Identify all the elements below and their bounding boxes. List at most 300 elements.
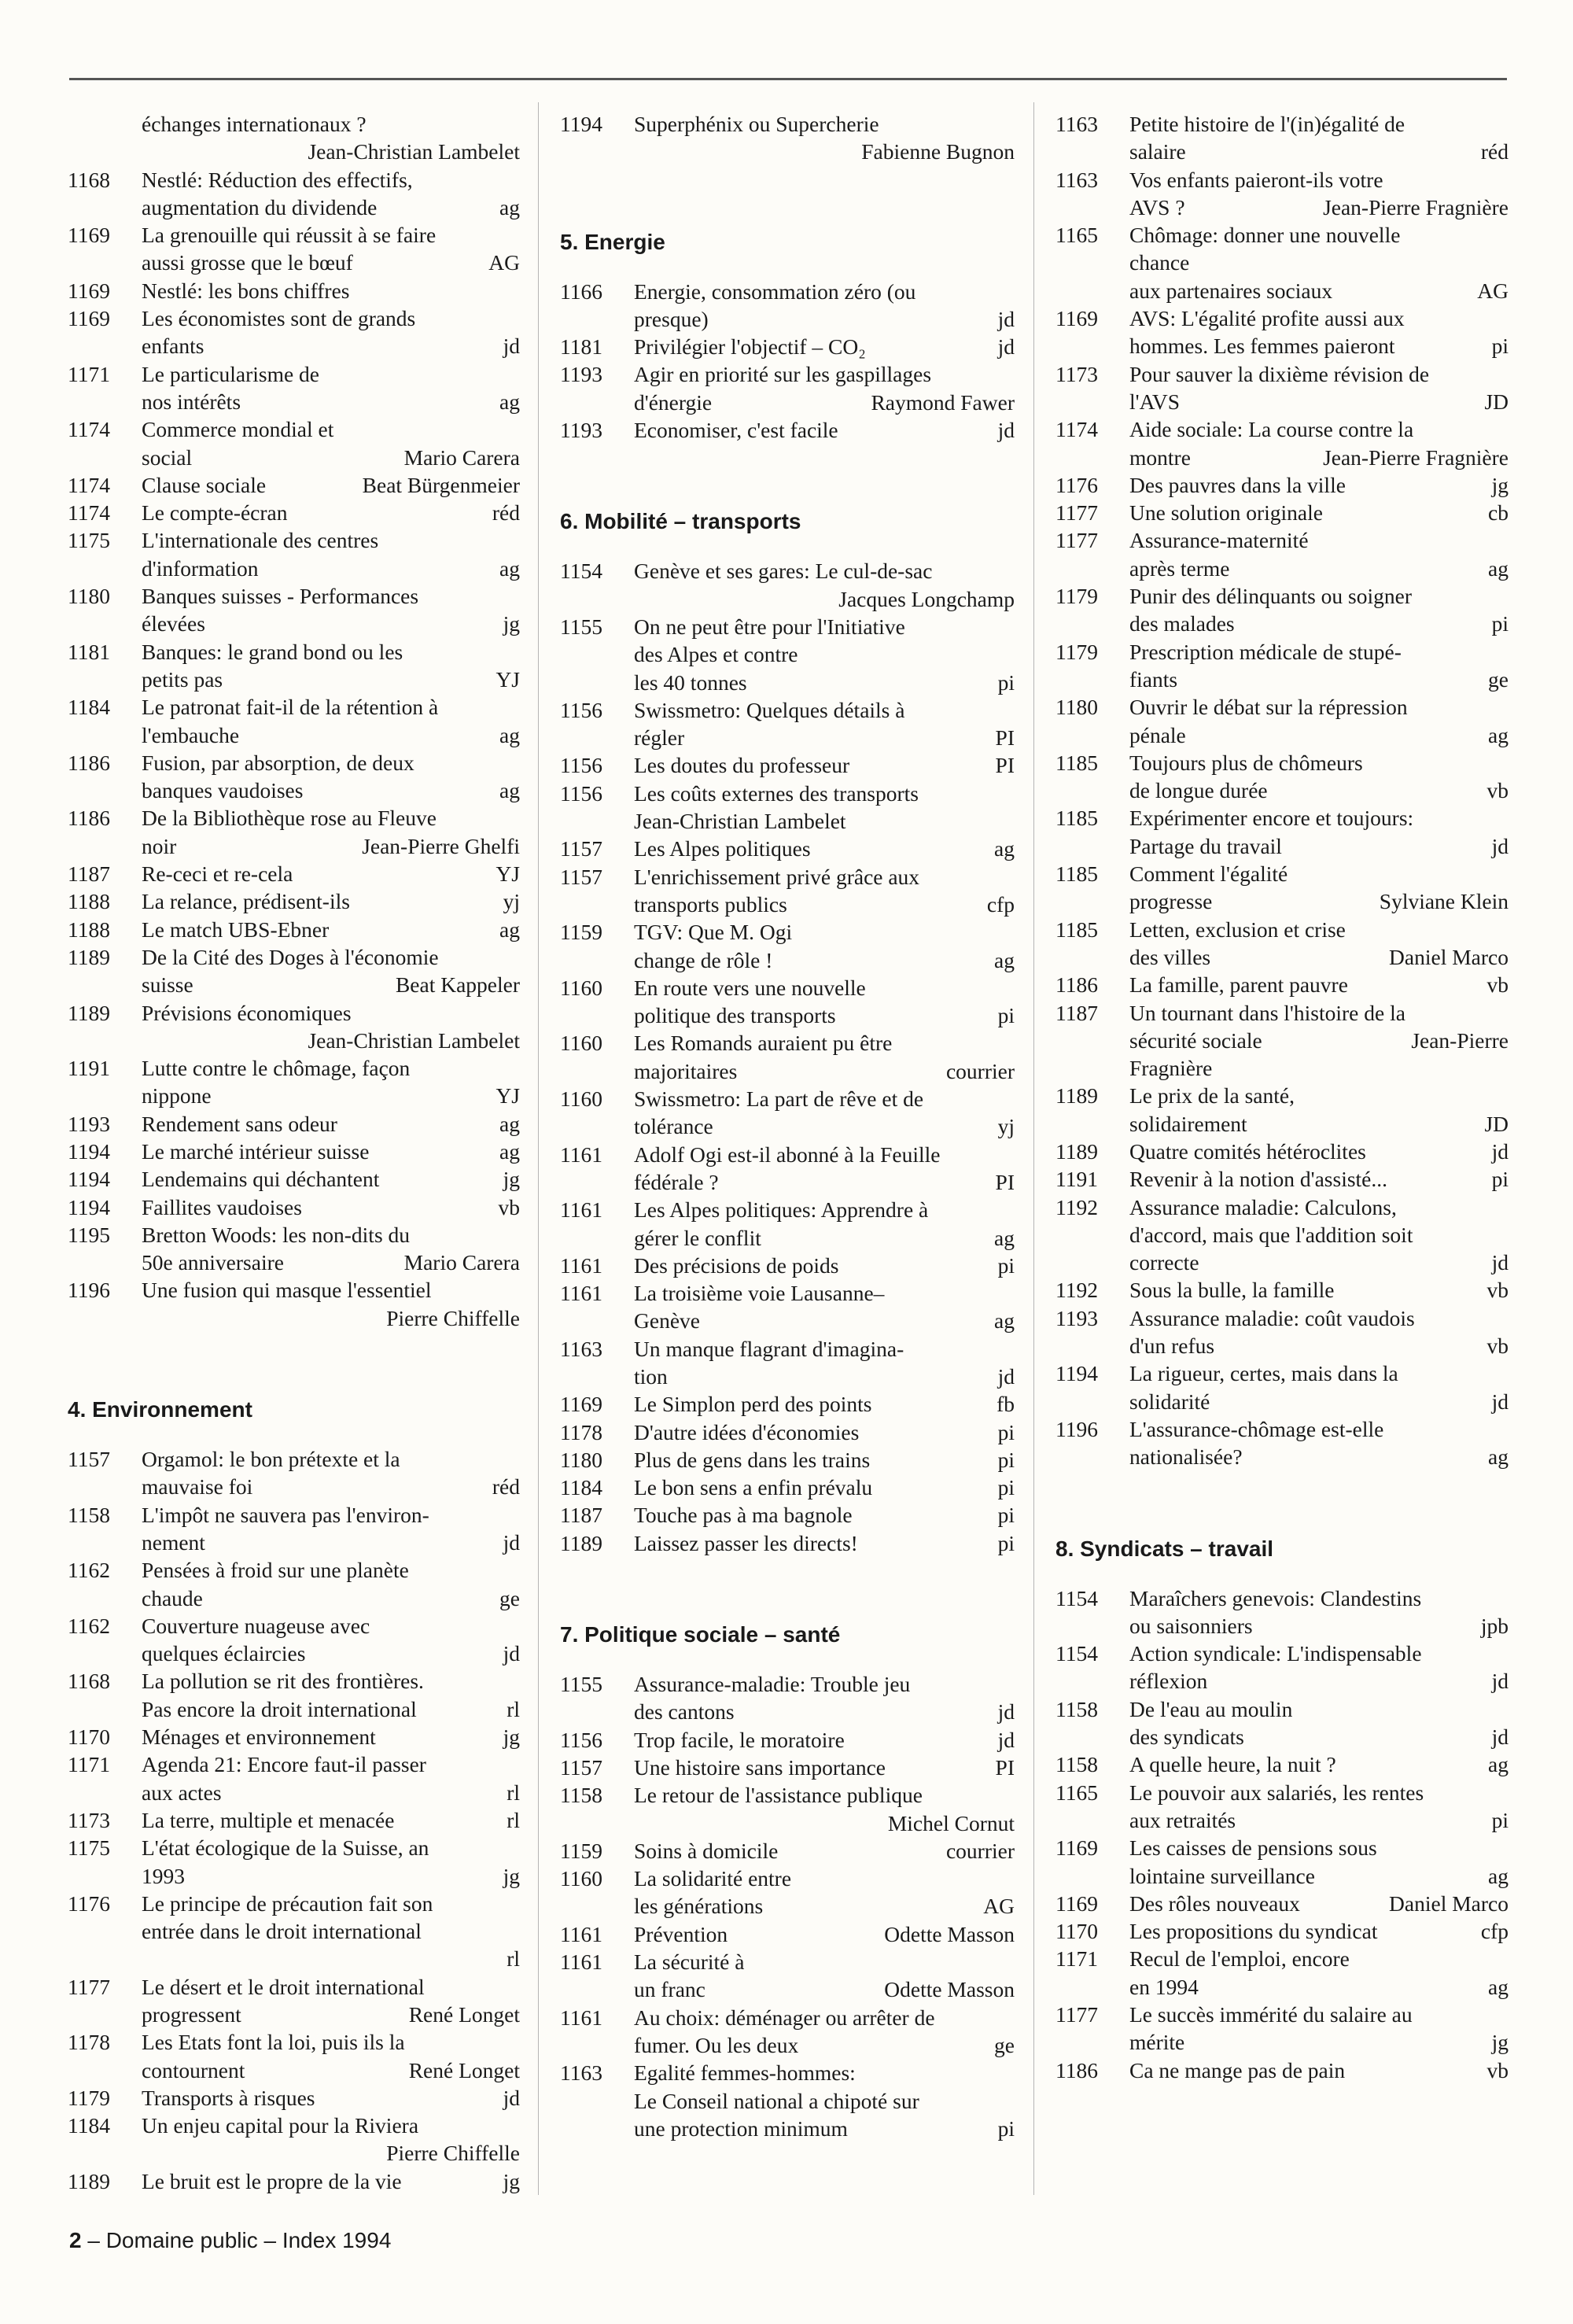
index-entry [1055,1193,1509,1277]
index-entry [68,304,520,360]
entry-body [634,1418,1015,1446]
entry-line [634,1501,1015,1529]
entry-line [142,1612,520,1640]
entry-line [1129,860,1509,887]
entry-title: majoritaires [634,1058,738,1083]
entry-author: jd [503,1529,520,1555]
entry-line [1129,138,1509,165]
index-entry [560,974,1015,1030]
entry-title: Chômage: donner une nouvelle [1129,223,1401,248]
entry-body [142,166,520,222]
entry-body [142,999,520,1055]
entry-line [142,638,520,666]
entry-title: Revenir à la notion d'assisté... [1129,1167,1388,1192]
entry-body [1129,1165,1509,1193]
issue-number: 1163 [560,2060,602,2086]
entry-body [1129,1359,1509,1415]
entry-title: Quatre comités hétéroclites [1129,1138,1366,1164]
entry-author: jd [1491,1389,1509,1414]
issue-number: 1174 [68,472,110,497]
entry-line [142,249,520,276]
issue-number: 1160 [560,1866,602,1891]
entry-body [634,613,1015,696]
entry-author: réd [492,500,520,526]
issue-number: 1188 [68,917,110,942]
entry-title: Faillites vaudoises [142,1194,302,1219]
entry-line [1129,1110,1509,1138]
entry-author: Raymond Fawer [871,389,1015,415]
entry-body [142,1165,520,1193]
index-entry [1055,1359,1509,1415]
entry-line [634,1529,1015,1557]
entry-body [142,1556,520,1612]
entry-line [142,1304,520,1332]
entry-line [1129,943,1509,971]
entry-line [142,194,520,221]
issue-number: 1187 [560,1503,602,1528]
entry-line [1129,610,1509,637]
issue-number: 1193 [1055,1305,1098,1330]
index-entry [1055,638,1509,694]
entry-body [634,557,1015,613]
index-entry [68,638,520,694]
entry-author: vb [1486,972,1509,998]
entry-body [142,1110,520,1138]
entry-body [142,471,520,499]
index-entry [560,918,1015,974]
entry-line [142,749,520,777]
entry-author: jd [1491,1725,1509,1750]
entry-body [142,1612,520,1668]
entry-body [142,638,520,694]
entry-line [142,1667,520,1695]
entry-title: TGV: Que M. Ogi [634,920,793,945]
entry-title: Couverture nuageuse avec [142,1613,370,1638]
entry-author: JD [1484,389,1509,414]
entry-line [142,1529,520,1556]
entry-line [1129,221,1509,249]
entry-author: JD [1484,1111,1509,1136]
entry-line [142,1890,520,1917]
entry-body [634,835,1015,862]
issue-number: 1174 [1055,417,1098,442]
entry-title: La troisième voie Lausanne– [634,1281,885,1306]
entry-line [142,1054,520,1082]
entry-line [142,721,520,749]
entry-title: La grenouille qui réussit à se faire [142,223,437,248]
entry-author: vb [1486,2057,1509,2082]
issue-number: 1165 [1055,223,1098,248]
index-entry [560,1196,1015,1252]
entry-line [142,1584,520,1612]
entry-line [1129,1806,1509,1834]
entry-author: Jean-Pierre Fragnière [1323,445,1509,470]
entry-line [634,1168,1015,1196]
index-entry [1055,360,1509,416]
issue-number: 1169 [1055,1835,1098,1861]
entry-line [142,360,520,388]
entry-title: Le marché intérieur suisse [142,1138,370,1164]
entry-author: rl [507,1946,520,1972]
entry-line [142,999,520,1027]
index-entry [560,835,1015,862]
entry-author: pi [997,1447,1015,1472]
entry-title: Le succès immérité du salaire au [1129,2002,1413,2027]
entry-line [1129,1165,1509,1193]
entry-title: correcte [1129,1250,1199,1275]
index-entry [560,1920,1015,1948]
entry-author: Michel Cornut [887,1810,1015,1835]
entry-line [634,669,1015,696]
entry-title: réflexion [1129,1669,1208,1694]
entry-title: Lutte contre le chômage, façon [142,1056,411,1081]
entry-line [1129,638,1509,666]
entry-line [142,1723,520,1750]
issue-number: 1185 [1055,750,1098,775]
footer-title: – Domaine public – Index 1994 [81,2228,392,2252]
entry-body [634,1196,1015,1252]
entry-line [1129,887,1509,915]
entry-title: En route vers une nouvelle [634,975,866,1000]
index-entry [1055,1415,1509,1471]
entry-line [1129,526,1509,554]
index-entry [560,333,1015,360]
entry-line [1129,971,1509,998]
index-entry [1055,471,1509,499]
entry-title: Le bruit est le propre de la vie [142,2168,402,2193]
entry-body [1129,1945,1509,2001]
entry-line [634,1754,1015,1781]
index-entry [1055,860,1509,916]
index-entry [68,1806,520,1834]
entry-body [634,751,1015,779]
entry-body [1129,304,1509,360]
entry-body [634,1837,1015,1865]
entry-title: Le compte-écran [142,500,288,526]
entry-body [142,1890,520,1973]
entry-author: fb [996,1392,1015,1417]
entry-line [634,1196,1015,1223]
entry-title: échanges internationaux ? [142,112,367,136]
issue-number: 1169 [68,278,110,303]
entry-line [634,1363,1015,1390]
entry-line [1129,749,1509,777]
entry-body [634,360,1015,416]
entry-body [142,749,520,805]
issue-number: 1186 [1055,2057,1098,2082]
entry-body [1129,499,1509,526]
entry-author: courrier [945,1838,1015,1863]
issue-number: 1191 [68,1056,110,1081]
entry-author: AG [1477,278,1509,303]
entry-title: les générations [634,1894,764,1919]
entry-body [142,1973,520,2029]
entry-author: jd [997,1363,1015,1389]
entry-title: Prévention [634,1921,728,1946]
entry-title: régler [634,725,685,751]
index-entry [68,693,520,749]
entry-title: élevées [142,611,205,636]
entry-author: ag [994,836,1015,861]
issue-number: 1160 [560,1086,602,1112]
entry-title: de longue durée [1129,778,1268,803]
entry-body [1129,638,1509,694]
entry-title: Le match UBS-Ebner [142,917,330,942]
entry-line [634,696,1015,724]
entry-line [1129,1249,1509,1276]
entry-author: ge [499,1585,520,1610]
entry-title: On ne peut être pour l'Initiative [634,614,905,639]
entry-line [634,1920,1015,1948]
index-entry [560,1279,1015,1335]
entry-body [142,887,520,915]
entry-line [1129,1332,1509,1359]
entry-author: ag [1488,1974,1509,1999]
entry-title: Energie, consommation zéro (ou [634,279,916,304]
entry-author: ge [1488,666,1509,692]
entry-title: Laissez passer les directs! [634,1530,858,1555]
issue-number: 1181 [560,334,602,360]
entry-line [1129,360,1509,388]
entry-title: Transports à risques [142,2085,315,2110]
entry-line [634,2031,1015,2059]
entry-title: La sécurité à [634,1950,745,1975]
entry-title: gérer le conflit [634,1225,761,1250]
entry-body [1129,1917,1509,1945]
entry-title: Aide sociale: La course contre la [1129,417,1414,442]
index-entry [560,1141,1015,1197]
index-entry [1055,1750,1509,1778]
entry-title: quelques éclaircies [142,1641,306,1666]
issue-number: 1159 [560,1838,602,1863]
entry-author: Jean-Christian Lambelet [308,139,520,164]
entry-title: Comment l'égalité [1129,861,1288,887]
index-entry [68,1723,520,1750]
entry-line [142,1640,520,1667]
entry-line [142,2112,520,2139]
entry-body [634,1754,1015,1781]
entry-line [634,2059,1015,2086]
entry-title: solidairement [1129,1111,1247,1136]
index-entry [560,1726,1015,1754]
entry-title: Toujours plus de chômeurs [1129,750,1363,775]
issue-number: 1180 [1055,695,1098,720]
entry-author: Mario Carera [403,445,520,470]
entry-author: pi [997,1530,1015,1555]
entry-body [634,1865,1015,1920]
entry-line [634,1224,1015,1252]
entry-body [1129,2001,1509,2057]
entry-title: Un enjeu capital pour la Riviera [142,2113,419,2138]
issue-number: 1175 [68,528,110,553]
entry-author: jd [503,334,520,359]
entry-title: enfants [142,334,204,359]
entry-line [1129,1640,1509,1667]
entry-line [1129,277,1509,304]
entry-line [1129,1276,1509,1304]
index-entry [1055,1834,1509,1890]
entry-author: PI [995,753,1015,778]
entry-body [634,1446,1015,1474]
issue-number: 1195 [68,1222,110,1247]
index-entry [1055,2001,1509,2057]
entry-title: Le particularisme de [142,361,320,386]
index-entry [68,804,520,860]
entry-body [1129,110,1509,166]
entry-author: pi [997,1503,1015,1528]
issue-number: 1171 [1055,1946,1098,1972]
entry-line [634,751,1015,779]
entry-author: jg [503,1167,520,1192]
issue-number: 1163 [1055,167,1098,192]
entry-line [1129,1973,1509,2001]
issue-number: 1176 [1055,472,1098,497]
issue-number: 1161 [560,2005,602,2030]
entry-body [634,1726,1015,1754]
entry-line [142,1138,520,1165]
entry-author: Fabienne Bugnon [861,139,1015,164]
issue-number: 1154 [560,559,602,584]
entry-author: PI [995,1754,1015,1780]
entry-title: Les doutes du professeur [634,753,850,778]
index-entry [68,1501,520,1557]
entry-line [1129,1359,1509,1387]
entry-title: Ménages et environnement [142,1725,376,1750]
entry-body [1129,1415,1509,1471]
issue-number: 1194 [560,112,602,136]
entry-author: PI [995,725,1015,751]
entry-author: Beat Bürgenmeier [362,472,520,497]
entry-author: YJ [495,861,520,887]
entry-author: ag [1488,1444,1509,1470]
entry-title: fumer. Ou les deux [634,2032,799,2057]
entry-title: De la Cité des Doges à l'économie [142,944,439,969]
entry-line [1129,304,1509,332]
index-entry [1055,1640,1509,1695]
entry-body [634,918,1015,974]
entry-line [634,333,1015,360]
entry-title: montre [1129,445,1191,470]
entry-title: ou saisonniers [1129,1613,1253,1638]
entry-line [1129,1304,1509,1332]
entry-body [1129,916,1509,972]
entry-title: Un tournant dans l'histoire de la [1129,1000,1405,1025]
entry-body [142,1750,520,1806]
entry-author: ag [499,778,520,803]
index-entry [68,1612,520,1668]
issue-number: 1170 [1055,1919,1098,1944]
entry-title: Une histoire sans importance [634,1754,886,1780]
entry-author: jg [503,1863,520,1888]
entry-author: jd [997,418,1015,443]
issue-number: 1161 [560,1950,602,1975]
entry-title: Le Conseil national a chipoté sur [634,2088,919,2113]
issue-number: 1158 [1055,1752,1098,1777]
entry-line [142,693,520,721]
index-entry [68,1973,520,2029]
entry-author: yj [997,1114,1015,1139]
entry-title: Agenda 21: Encore faut-il passer [142,1752,426,1777]
entry-author: cfp [986,891,1015,917]
entry-title: 50e anniversaire [142,1250,284,1275]
index-entry [1055,110,1509,166]
entry-title: nement [142,1529,205,1555]
index-entry [1055,415,1509,471]
entry-body [634,974,1015,1030]
index-entry [68,860,520,887]
issue-number: 1179 [1055,584,1098,609]
entry-title: L'enrichissement privé grâce aux [634,864,920,889]
entry-line [634,1975,1015,2003]
index-entry [68,1834,520,1890]
entry-title: De la Bibliothèque rose au Fleuve [142,806,437,831]
entry-title: aussi grosse que le bœuf [142,250,353,275]
issue-number: 1185 [1055,806,1098,831]
index-entry [68,526,520,582]
issue-number: 1196 [68,1278,110,1303]
index-entry [68,360,520,416]
entry-title: en 1994 [1129,1974,1199,1999]
issue-number: 1180 [560,1447,602,1472]
entry-title: Au choix: déménager ou arrêter de [634,2005,935,2030]
entry-author: ge [994,2032,1015,2057]
entry-title: Ouvrir le débat sur la répression [1129,695,1408,720]
index-entry [68,2112,520,2167]
entry-line [1129,110,1509,138]
entry-line [634,138,1015,165]
entry-line [1129,1221,1509,1249]
issue-number: 1169 [1055,1891,1098,1916]
entry-title: Assurance-maternité [1129,528,1309,553]
entry-title: nationalisée? [1129,1444,1243,1470]
entry-line [142,332,520,360]
entry-body [1129,860,1509,916]
issue-number: 1161 [560,1281,602,1306]
entry-line [142,1806,520,1834]
index-entry [1055,804,1509,860]
entry-author: ag [499,389,520,414]
entry-line [634,2115,1015,2142]
entry-title: sécurité sociale [1129,1027,1262,1053]
entry-author: YJ [495,1083,520,1109]
entry-body [1129,360,1509,416]
entry-title: Maraîchers genevois: Clandestins [1129,1585,1422,1610]
issue-number: 1162 [68,1558,110,1583]
entry-title: mérite [1129,2030,1185,2055]
entry-line [142,2001,520,2028]
entry-author: rl [507,1807,520,1832]
index-entry [68,1556,520,1612]
entry-body [634,2004,1015,2060]
issue-number: 1161 [560,1252,602,1278]
entry-title: Pas encore la droit international [142,1696,417,1721]
entry-author: pi [997,670,1015,695]
entry-author: yj [503,889,520,914]
entry-author: vb [1486,1334,1509,1359]
entry-line [1129,582,1509,610]
entry-line [634,1279,1015,1307]
index-entry [560,1670,1015,1726]
entry-body [1129,415,1509,471]
entry-line [1129,1779,1509,1806]
entry-author: jpb [1480,1613,1509,1638]
entry-title: Fragnière [1129,1056,1213,1081]
entry-body [634,1920,1015,1948]
entry-title: L'état écologique de la Suisse, an [142,1835,429,1861]
entry-title: Rendement sans odeur [142,1111,337,1136]
entry-title: l'AVS [1129,389,1181,414]
issue-number: 1157 [560,1754,602,1780]
